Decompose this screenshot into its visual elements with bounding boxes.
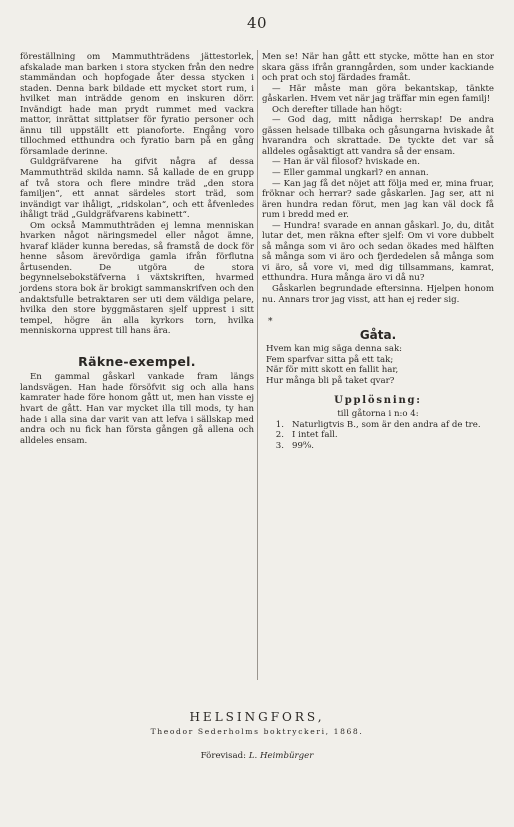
verse-line: Hvem kan mig säga denna sak:: [266, 344, 403, 355]
paragraph: — Han är väl filosof? hviskade en.: [272, 157, 420, 168]
paragraph: — Eller gammal ungkarl? en annan.: [272, 168, 429, 179]
verse-line: Hur många bli på taket qvar?: [266, 375, 395, 386]
paragraph: Och derefter tillade han högt:: [272, 104, 403, 115]
censor-line: [0, 751, 514, 761]
paragraph: Guldgräfvarene ha gifvit några af dessa Mammuthträd skilda namn. Så kallade de en grupp af två stora och flere mindre träd „den stora familjen“, ett annat särdeles stort träd, som invändigt var ihåligt, „ridskolan“, och ett åfvenledes ihåligt träd „Guldgräfvarens kabinett“.: [20, 157, 254, 221]
riddle-verse: [262, 344, 494, 386]
solution-item: [262, 430, 494, 441]
paragraph: — Här måste man göra bekantskap, tänkte gåskarlen. Hvem vet när jag träffar min egen familj!: [262, 83, 494, 105]
paragraph: föreställning om Mammuthträdens jättestorlek, afskalade man barken i stora stycken från den nedre stammändan och hopfogade åter dessa stycken i staden. Denna bark bildade ett mycket stort rum, i hvilket man inträdde genom en inskuren dörr. Invändigt hade man prydt rummet med vackra mattor, inrättat sittplatser för fyratio personer och ännu till uppställt ett pianoforte. Engång voro tillochmed etthundra och fyratio barn på en gång församlade derinne.: [20, 52, 254, 157]
verse-line: När för mitt skott en fallit har,: [266, 365, 399, 376]
censor-name: L. Heimbürger: [248, 751, 314, 761]
solutions-heading: Upplösning:: [334, 395, 422, 407]
imprint-printer: Theodor Sederholms boktryckeri, 1868.: [150, 727, 364, 736]
solution-text: Naturligtvis B., som är den andra af de tre.: [292, 419, 481, 430]
imprint-city: HELSINGFORS,: [189, 710, 325, 724]
column-divider: [257, 50, 258, 680]
paragraph: Gåskarlen begrundade eftersinna. Hjelpen honom nu. Annars tror jag visst, att han ej reder sig.: [262, 284, 494, 305]
censor-label: Förevisad:: [200, 751, 247, 761]
solution-number: 2.: [275, 430, 284, 441]
solution-number: 3.: [275, 440, 284, 451]
solution-item: [262, 420, 494, 431]
paragraph: Men se! När han gått ett stycke, mötte han en stor skara gäss ifrån granngården, som under kackiande och prat och stoj färdades framåt.: [262, 52, 494, 84]
page-number: 40: [246, 14, 268, 32]
right-column: [262, 52, 494, 451]
paragraph: — Hundra! svarade en annan gåskarl. Jo, du, ditåt lutar det, men räkna efter sjelf: Om vi vore dubbelt så många som vi äro och sedan ökades med hälften så många som vi äro och fjerdedelen så många som vi äro, så vore vi, med dig tillsammans, kamrat, etthundra. Hura många äro vi då nu?: [262, 220, 494, 284]
paragraph: — Kan jag få det nöjet att följa med er, mina fruar, fröknar och herrar? sade gåskarlen. Jag ser, att ni ären hundra redan förut, men jag kan väl dock få rum i bredd med er.: [262, 178, 494, 221]
imprint-footer: [0, 710, 514, 761]
riddle-heading: Gåta.: [359, 327, 397, 342]
paragraph: — God dag, mitt nådiga herrskap! De andra gässen helsade tillbaka och gåsungarna hviskade åt hvarandra och skrattade. De tyckte det var så alldeles ogåsaktigt att vandra så der ensam.: [262, 115, 494, 157]
solution-text: I intet fall.: [292, 430, 338, 441]
solutions-intro: till gåtorna i n:o 4:: [337, 408, 419, 419]
section-divider: *: [268, 317, 273, 328]
exercise-text: En gammal gåskarl vankade fram längs landsvägen. Han hade försöfvit sig och alla hans kamrater hade före honom gått ut, men han visste ej hvart de gått. Han var mycket illa till mods, ty han hade i alla sina dar varit van att lefva i sällskap med andra och nu fick han första gången gå allena och alldeles ensam.: [20, 372, 254, 446]
section-heading: Räkne-exempel.: [78, 353, 196, 369]
solution-text: 99⁹⁄₉.: [292, 440, 314, 451]
solution-item: [262, 441, 494, 452]
verse-line: Fem sparfvar sitta på ett tak;: [266, 354, 394, 365]
left-column: [20, 52, 254, 446]
solution-number: 1.: [275, 419, 284, 430]
paragraph: Om också Mammuthträden ej lemna menniskan hvarken något näringsmedel eller något ämne, hvaraf kläder kunna beredas, så framstå de dock för henne såsom ärevördiga gamla ifrån förflutna årtusenden. De utgöra de stora begynnelsebokstäfverna i växtskriften, hvarmed jordens stora bok är brokigt sammanskrifven och den andaktsfulle betraktaren ser uti dem väldiga pelare, hvilka den store byggmästaren sjelf upprest i sitt tempel, högre än alla kyrkors torn, hvilka menniskorna upprest till hans ära.: [20, 220, 254, 337]
